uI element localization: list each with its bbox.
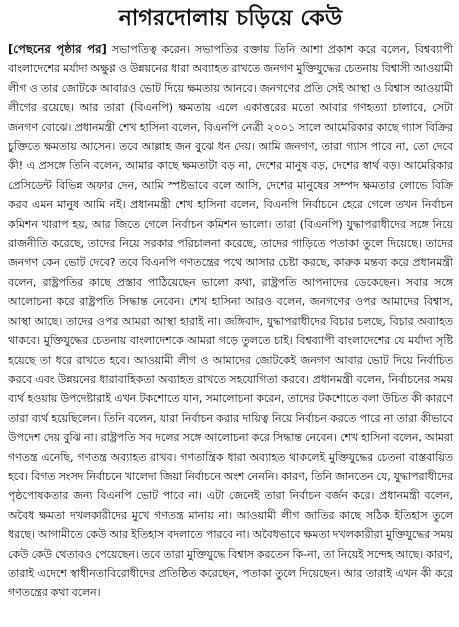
continuation-marker: [পেছনের পৃষ্ঠার পর] — [8, 42, 107, 56]
article-headline: নাগরদোলায় চড়িয়ে কেউ — [118, 6, 343, 31]
article-body — [8, 40, 453, 603]
article-text: সভাপতিত্ব করেন। সভাপতির বক্তায় তিনি আশা প্রকাশ করে বলেন, বিশ্বব্যাপী বাংলাদেশের মর্যাদা অক্ষুণ্ণ ও উন্নয়নের ধারা অব্যাহত রাখতে জনগণ মুক্তিযুদ্ধের চেতনায় বিশ্বাসী আওয়ামী লীগ ও তার জোটকে আবারও ভোট দিয়ে ক্ষমতায় আনবে। জনগণের প্রতি সেই আস্থা ও বিশ্বাস আওয়ামী লীগের রয়েছে। আর তারা (বিএনপি) ক্ষমতায় এলে একাত্তরের মতো আবার গণহত্যা চালাবে, সেটা জনগণ বোঝে। প্রধানমন্ত্রী শেখ হাসিনা বলেন, বিএনপি নেত্রী ২০০১ সালে আমেরিকার কাছে গ্যাস বিক্রির চুক্তিতে ক্ষমতায় আসেন। তবে আল্লাহ জন বুঝে ধন দেয়। আমি জনগণ, তারা গ্যাস পাবে না, তো দেবে কী! এ প্রসঙ্গে তিনি বলেন, আমার কাছে ক্ষমতাটা বড় না, দেশের মানুষ বড়, দেশের স্বার্থ বড়। আমেরিকার প্রেসিডেন্ট বিভিন্ন অফার দেন, আমি স্পষ্টভাবে বলে আসি, দেশের মানুষের সম্পদ ক্ষমতার লোভে বিক্রি করব এমন মানুষ আমি নই। প্রধানমন্ত্রী শেখ হাসিনা বলেন, বিএনপি নির্বাচনে হেরে গেলে তখন নির্বাচন কমিশন খারাপ হয়, আর জিতে গেলে নির্বাচন কমিশন ভালো। তারা (বিএনপি) যুদ্ধাপরাধীদের সঙ্গে নিয়ে রাজনীতি করেছে, তাদের নিয়ে সরকার পরিচালনা করেছে, তাদের গাড়িতে পতাকা তুলে দিয়েছে। তাদের জনগণ কেন ভোট দেবে? তবে বিএনপি গণতন্ত্রের পথে আসার চেষ্টা করছে, কারুক মন্তব্য করে প্রধানমন্ত্রী বলেন, রাষ্ট্রপতির কাছে প্রস্তাব পাঠিয়েছেন ভালো কথা, রাষ্ট্রপতি আপনাদের ডেকেছেন। সবার সঙ্গে আলোচনা করে রাষ্ট্রপতি সিদ্ধান্ত নেবেন। শেখ হাসিনা আরও বলেন, জনগণের ওপর আমাদের বিশ্বাস, আস্থা আছে। তাদের ওপর আমরা আস্থা হারাই না। জঙ্গিবাদ, যুদ্ধাপরাধীদের বিচার চলছে, বিচার অব্যাহত থাকবে। মুক্তিযুদ্ধের চেতনায় বাংলাদেশকে আমরা গড়ে তুলতে চাই। বিশ্বব্যাপী বাংলাদেশের যে মর্যাদা সৃষ্টি হয়েছে তা ধরে রাখতে হবে। আওয়ামী লীগ ও আমাদের জোটকেই জনগণ আবার ভোট দিয়ে নির্বাচিত করবে এবং উন্নয়নের ধারাবাহিকতা অব্যাহত রাখতে সহযোগিতা করবে। প্রধানমন্ত্রী বলেন, নির্বাচনের সময় ব্যর্থ হওয়ায় উপদেষ্টারাই এখন টকশোতে যান, সমালোচনা করেন, তাদের টকশোতে বলা উচিত কী কারণে তারা ব্যর্থ হয়েছিলেন। তিনি বলেন, যারা নির্বাচন করার দায়িত্ব নিয়ে নির্বাচন করতে পারে না তারা কীভাবে উপদেশ দেয় বুঝি না। রাষ্ট্রপতি সব দলের সঙ্গে আলোচনা করে সিদ্ধান্ত নেবেন। শেখ হাসিনা বলেন, আমরা গণতন্ত্র এনেছি, গণতন্ত্র অব্যাহত রাখব। গণতান্ত্রিক ধারা অব্যাহত থাকলেই মুক্তিযুদ্ধের চেতনা বাস্তবায়িত হবে। বিগত সংসদ নির্বাচনে খালেদা জিয়া নির্বাচনে অংশ নেননি। কারণ, তিনি জানতেন যে, যুদ্ধাপরাধীদের পৃষ্ঠপোষকতার জন্য বিএনপি ভোট পাবে না। এটা জেনেই তারা নির্বাচন বর্জন করে। প্রধানমন্ত্রী বলেন, অবৈধ ক্ষমতা দখলকারীদের মুখে গণতন্ত্র মানায় না। আওয়ামী লীগ জাতির কাছে সঠিক ইতিহাস তুলে ধরছে। আগামীতে কেউ আর ইতিহাস বদলাতে পারবে না। অবৈধভাবে ক্ষমতা দখলকারীরা মুক্তিযুদ্ধের সময় কেউ কেউ থেতাবও পেয়েছেন। তবে তারা মুক্তিযুদ্ধে বিশ্বাস করতেন কি-না, তা নিয়েই সন্দেহ আছে। কারণ, তারাই এদেশে স্বাধীনতাবিরোধীদের প্রতিষ্ঠিত করেছেন, পতাকা তুলে দিয়েছেন। আর তারাই এখন কী করে গণতন্ত্রের কথা বলেন। — [8, 43, 453, 600]
